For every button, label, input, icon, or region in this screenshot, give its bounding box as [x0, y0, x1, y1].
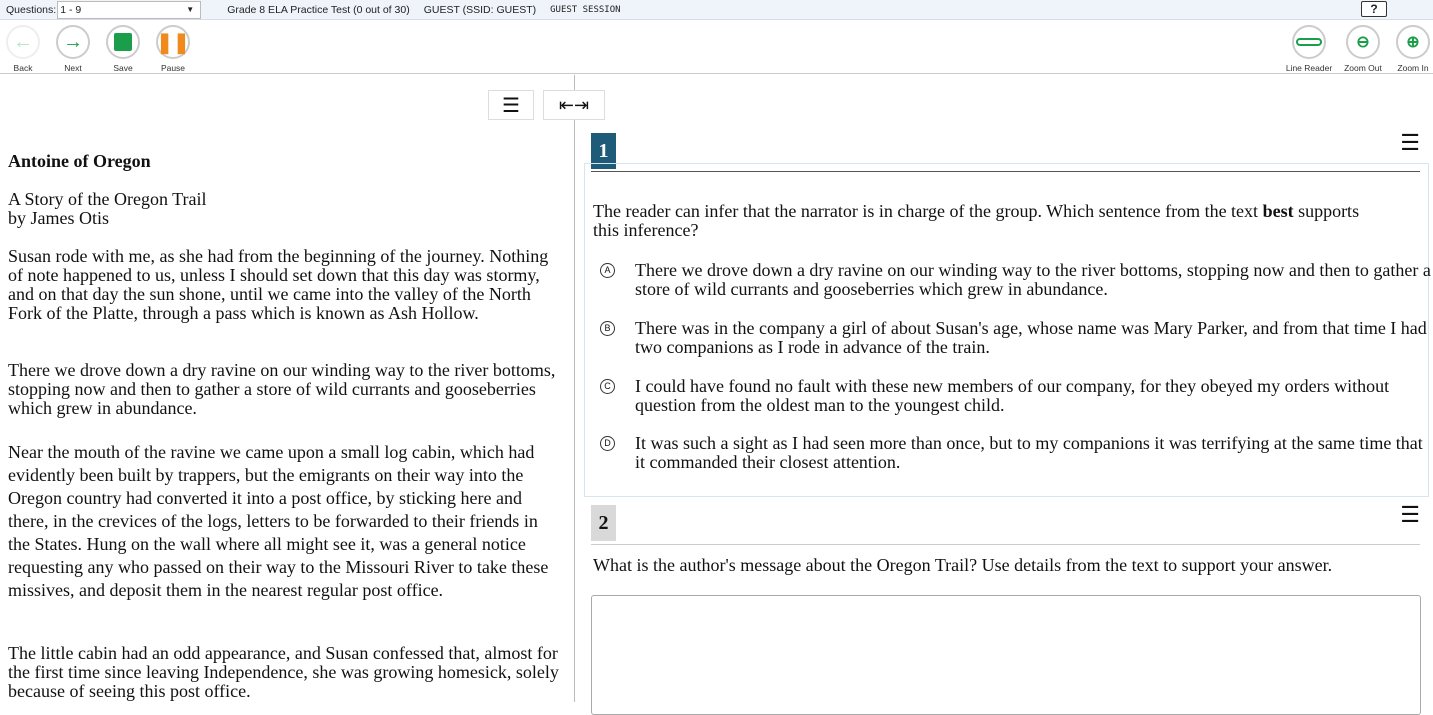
toolbar [0, 20, 1433, 74]
zoom-in-icon: ⊕ [1396, 25, 1430, 59]
questions-value: 1 - 9 [60, 3, 82, 16]
questions-panel [576, 75, 1433, 702]
back-label: Back [13, 63, 33, 73]
pause-icon: ❚❚ [156, 25, 190, 59]
question-2-stem: What is the author's message about the Oregon Trail? Use details from the text to support your answer. [593, 555, 1333, 575]
top-bar [0, 0, 1433, 20]
passage-panel [0, 75, 590, 702]
passage-paragraph: Near the mouth of the ravine we came upon a small log cabin, which had evidently been built by trappers, but the emigrants on their way into the Oregon country had converted it into a post office, by sticking here and there, in the crevices of the logs, letters to be forwarded to their friends in the States. Hung on the wall where all might see it, was a general notice requesting any who passed on their way to the Missouri River to take these missives, and deposit them in the nearest regular post office. [8, 442, 549, 600]
zoom-out-icon: ⊖ [1346, 25, 1380, 59]
option-b[interactable]: B There was in the company a girl of about Susan's age, whose name was Mary Parker, and from that time I had two companions as I rode in advance of the train. [635, 319, 1433, 357]
arrow-right-icon: → [56, 25, 90, 59]
save-label: Save [113, 63, 133, 73]
question-2-menu-button[interactable]: ☰ [1400, 502, 1420, 527]
expand-panel-button[interactable]: ⇤⇥ [543, 90, 605, 120]
line-reader-icon [1292, 25, 1326, 59]
passage-paragraph: Susan rode with me, as she had from the beginning of the journey. Nothing of note happened to us, unless I should set down that this day was stormy, and on that day the sun shone, until we came into the valley of the North Fork of the Platte, through a pass which is known as Ash Hollow. [8, 246, 549, 323]
user-info: GUEST (SSID: GUEST) [423, 3, 537, 16]
option-c-radio[interactable]: C [600, 379, 615, 394]
question-1-box [584, 163, 1429, 497]
zoom-in-button[interactable] [1392, 25, 1433, 73]
questions-label: Questions: [6, 3, 57, 16]
divider [591, 544, 1420, 545]
option-a-radio[interactable]: A [600, 263, 615, 278]
help-button[interactable]: ? [1361, 1, 1387, 17]
save-icon [106, 25, 140, 59]
option-d-radio[interactable]: D [600, 436, 615, 451]
option-b-radio[interactable]: B [600, 321, 615, 336]
passage-title: Antoine of Oregon [8, 151, 151, 171]
option-a[interactable]: A There we drove down a dry ravine on our winding way to the river bottoms, stopping now and then to gather a store of wild currants and gooseberries which grew in abundance. [635, 261, 1433, 299]
passage-subtitle: A Story of the Oregon Trail [8, 189, 207, 209]
line-reader-button[interactable] [1283, 25, 1335, 73]
option-c[interactable]: C I could have found no fault with these new members of our company, for they obeyed my orders without question from the oldest man to the youngest child. [635, 377, 1433, 415]
question-1-stem: The reader can infer that the narrator is in charge of the group. Which sentence from the text best supports this inference? [593, 201, 1360, 240]
zoom-in-label: Zoom In [1397, 63, 1429, 73]
questions-dropdown[interactable] [57, 1, 201, 19]
option-d[interactable]: D It was such a sight as I had seen more than once, but to my companions it was terrifying at the same time that it commanded their closest attention. [635, 434, 1433, 472]
passage-paragraph: The little cabin had an odd appearance, and Susan confessed that, almost for the first time since leaving Independence, she was growing homesick, solely because of seeing this post office. [8, 643, 559, 701]
question-2-badge: 2 [591, 505, 616, 541]
session-info: GUEST SESSION [550, 4, 621, 15]
back-button[interactable] [3, 25, 43, 73]
save-button[interactable] [103, 25, 143, 73]
answer-textarea[interactable] [591, 595, 1421, 715]
zoom-out-button[interactable] [1339, 25, 1387, 73]
question-1-menu-button[interactable]: ☰ [1400, 130, 1420, 155]
passage-author: by James Otis [8, 208, 109, 228]
passage-menu-button[interactable]: ☰ [488, 90, 534, 120]
test-title: Grade 8 ELA Practice Test (0 out of 30) [227, 3, 410, 16]
zoom-out-label: Zoom Out [1344, 63, 1382, 73]
pause-label: Pause [160, 63, 186, 73]
line-reader-label: Line Reader [1285, 63, 1333, 73]
passage-paragraph: There we drove down a dry ravine on our winding way to the river bottoms, stopping now and then to gather a store of wild currants and gooseberries which grew in abundance. [8, 360, 556, 418]
caret-down-icon: ▼ [186, 5, 195, 14]
next-label: Next [64, 63, 82, 73]
question-1-badge: 1 [591, 133, 616, 169]
next-button[interactable] [53, 25, 93, 73]
pause-button[interactable] [153, 25, 193, 73]
arrow-left-icon: ← [6, 25, 40, 59]
